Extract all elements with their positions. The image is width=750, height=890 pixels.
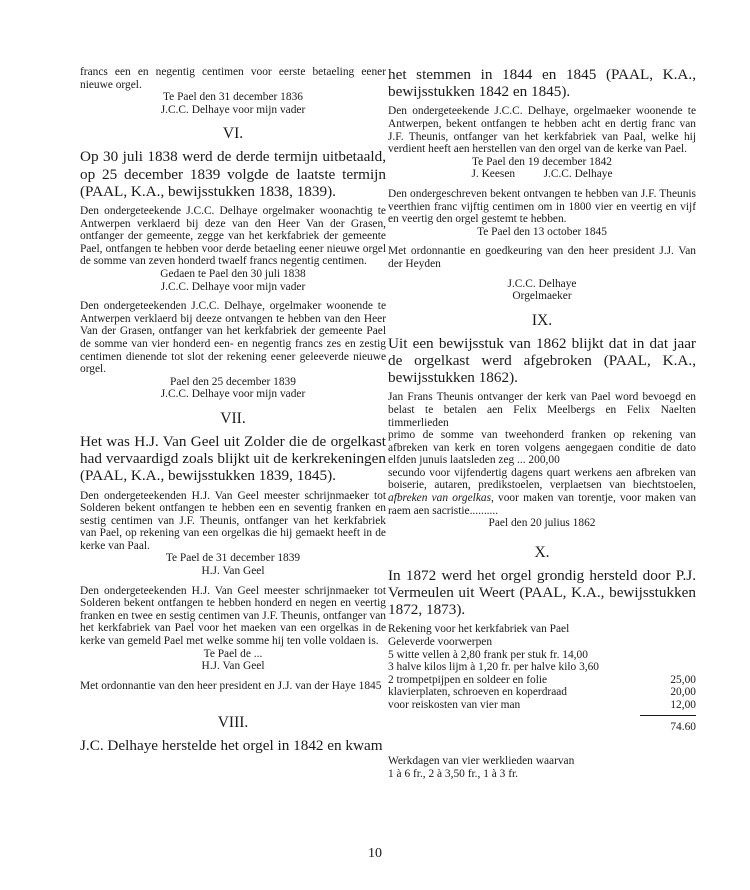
section-number: VIII. [217,714,249,732]
place-date: Pael den 25 december 1839 [170,375,296,388]
paragraph: Den ondergeteekenden H.J. Van Geel meester schrijnmaeker tot Solderen bekent ontfangen te hebben een en seventig franken en sestig centimen van J.F. Theunis, ontfanger van het kerkfabriek van Pael, op rekening van een orgelkas die hij gemaekt heeft in de kerke van Paal. [80,489,386,552]
italic-text: afbreken van orgelkas [388,492,492,505]
account-title: Rekening voor het kerkfabriek van Pael [388,623,570,636]
table-row [388,649,696,662]
paragraph: Met ordonnantie en goedkeuring van den heer president J.J. Van der Heyden [388,245,696,270]
account-subtitle: Geleverde voorwerpen [388,636,493,649]
row-description: voor reiskosten van vier man [388,699,521,712]
table-row [388,699,696,712]
row-amount: 25,00 [670,673,696,686]
row-amount: 20,00 [670,686,696,699]
paragraph: 1 à 6 fr., 2 à 3,50 fr., 1 à 3 fr. [388,767,519,780]
text-run: secundo voor vijfendertig dagens quart werkens aen afbreken van boiserie, autaren, predikstoelen, verplaetsen van biechtstoelen, [388,466,696,492]
row-description: 5 witte vellen à 2,80 frank per stuk fr. 14,00 [388,648,588,661]
account-table [388,649,696,734]
section-number: IX. [531,311,553,329]
page-number: 10 [368,846,382,861]
row-description: 3 halve kilos lijm à 1,20 fr. per halve kilo 3,60 [388,661,600,674]
paragraph: Den ondergeteekenden J.C.C. Delhaye, orgelmaker woonende te Antwerpen verklaerd bij deeze ontvangen te hebben van den Heer Van der Grasen, ontfanger van het kerkfabriek der gemeente Pael de somme van vier honderd een- en negentig francs zes en zestig centimen dienende tot slot der rekening eener geleeverde nieuwe orgel. [80,300,386,376]
section-heading-continued: het stemmen in 1844 en 1845 (PAAL, K.A., bewijsstukken 1842 en 1845). [388,66,696,101]
paragraph: Met ordonnantie van den heer president en J.J. van der Haye 1845 [80,679,382,692]
section-number: VII. [220,409,246,427]
signature: J.C.C. Delhaye voor mijn vader [160,388,306,401]
left-column [80,66,386,760]
place-date: Te Pael de 31 december 1839 [165,552,301,565]
section-number: VI. [222,125,244,143]
table-row [388,686,696,699]
signature: J.C.C. Delhaye voor mijn vader [160,280,306,293]
row-amount [640,649,696,662]
row-description: klavierplaten, schroeven en koperdraad [388,686,568,699]
table-row [388,674,696,687]
place-date: Te Pael den 13 october 1845 [477,225,607,238]
signatures: J. Keesen J.C.C. Delhaye [471,168,613,181]
signature: H.J. Van Geel [201,660,265,673]
section-heading: In 1872 werd het orgel grondig hersteld door P.J. Vermeulen uit Weert (PAAL, K.A., bewijsstukken 1872, 1873). [388,566,696,619]
signature: J.C.C. Delhaye [507,277,577,290]
section-heading: Uit een bewijsstuk van 1862 blijkt dat in dat jaar de orgelkast werd afgebroken (PAAL, K.A., bewijsstukken 1862). [388,334,696,387]
paragraph: Jan Frans Theunis ontvanger der kerk van Pael word bevoegd en belast te betalen aen Felix Meelbergs en Felix Naelten timmerlieden [388,391,696,429]
right-column [388,66,696,780]
row-amount: 12,00 [670,699,696,712]
table-row [388,661,696,674]
paragraph: Den ondergeteekenden H.J. Van Geel meester schrijnmaeker tot Solderen bekent ontfangen te hebben honderd en negen en veertig franken en twee en sestig centimen van J.F. Theunis, ontfanger van het kerkfabriek van Pael voor het maeken van een orgelkas in de kerke van gemeld Pael met welke somme hij ten volle voldaen is. [80,584,386,648]
row-amount [640,661,696,674]
row-description: 2 trompetpijpen en soldeer en folie [388,673,548,686]
paragraph: Den ondergeteekende J.C.C. Delhaye, orgelmaeker woonende te Antwerpen, bekent ontfangen te hebben acht en dertig franc van J.F. Theunis, ontfanger van het kerkfabriek van Paal, welke hij verdient heeft aen herstellen van den orgel van de kerke van Pael. [388,105,696,156]
place-date: Pael den 20 julius 1862 [488,517,596,530]
section-heading: J.C. Delhaye herstelde het orgel in 1842 en kwam [80,737,383,755]
paragraph: Den ondergeteekende J.C.C. Delhaye orgelmaker woonachtig te Antwerpen verklaerd bij deze van den Heer Van der Grasen, ontfanger der gemeente, zegge van het kerkfabriek der gemeente Pael, ontfangen te hebben voor derde betaeling eener nieuwe orgel de somme van zeven honderd twaelf francs negentig centimen. [80,204,386,268]
section-heading: Het was H.J. Van Geel uit Zolder die de orgelkast had vervaardigd zoals blijkt uit de kerkrekeningen (PAAL, K.A., bewijsstukken 1839, 1845). [80,432,386,485]
signature-title: Orgelmaeker [512,290,572,303]
paragraph: francs een en negentig centimen voor eerste betaeling eener nieuwe orgel. [80,66,386,91]
total-amount: 74.60 [670,720,696,733]
section-number: X. [534,543,550,561]
place-date: Te Pael den 31 december 1836 [163,91,303,104]
paragraph: Werkdagen van vier werklieden waarvan [388,755,575,768]
place-date: Te Pael de ... [203,647,263,660]
text-run: , voor maken van torentje, voor maken van raem aen sacristie.......... [388,492,697,517]
paragraph: Den ondergeschreven bekent ontvangen te hebben van J.F. Theunis veerthien franc vijftig centimen om in 1800 vier en veertig en vijf en veertig den orgel gestemt te hebben. [388,187,696,226]
section-heading: Op 30 juli 1838 werd de derde termijn uitbetaald, op 25 december 1839 volgde de laatste termijn (PAAL, K.A., bewijsstukken 1838, 1839). [80,148,386,200]
paragraph: primo de somme van tweehonderd franken op rekening van afbreken van kerk en toren volgens aengegaen conditie de dato elfden junuis laatsleden zeg ... 200,00 [388,429,696,467]
place-date: Gedaen te Pael den 30 juli 1838 [160,267,306,280]
signature: H.J. Van Geel [201,565,265,578]
total-row [388,715,696,733]
place-date: Te Pael den 19 december 1842 [472,155,612,168]
paragraph [388,467,696,517]
signature: J.C.C. Delhaye voor mijn vader [160,103,306,116]
